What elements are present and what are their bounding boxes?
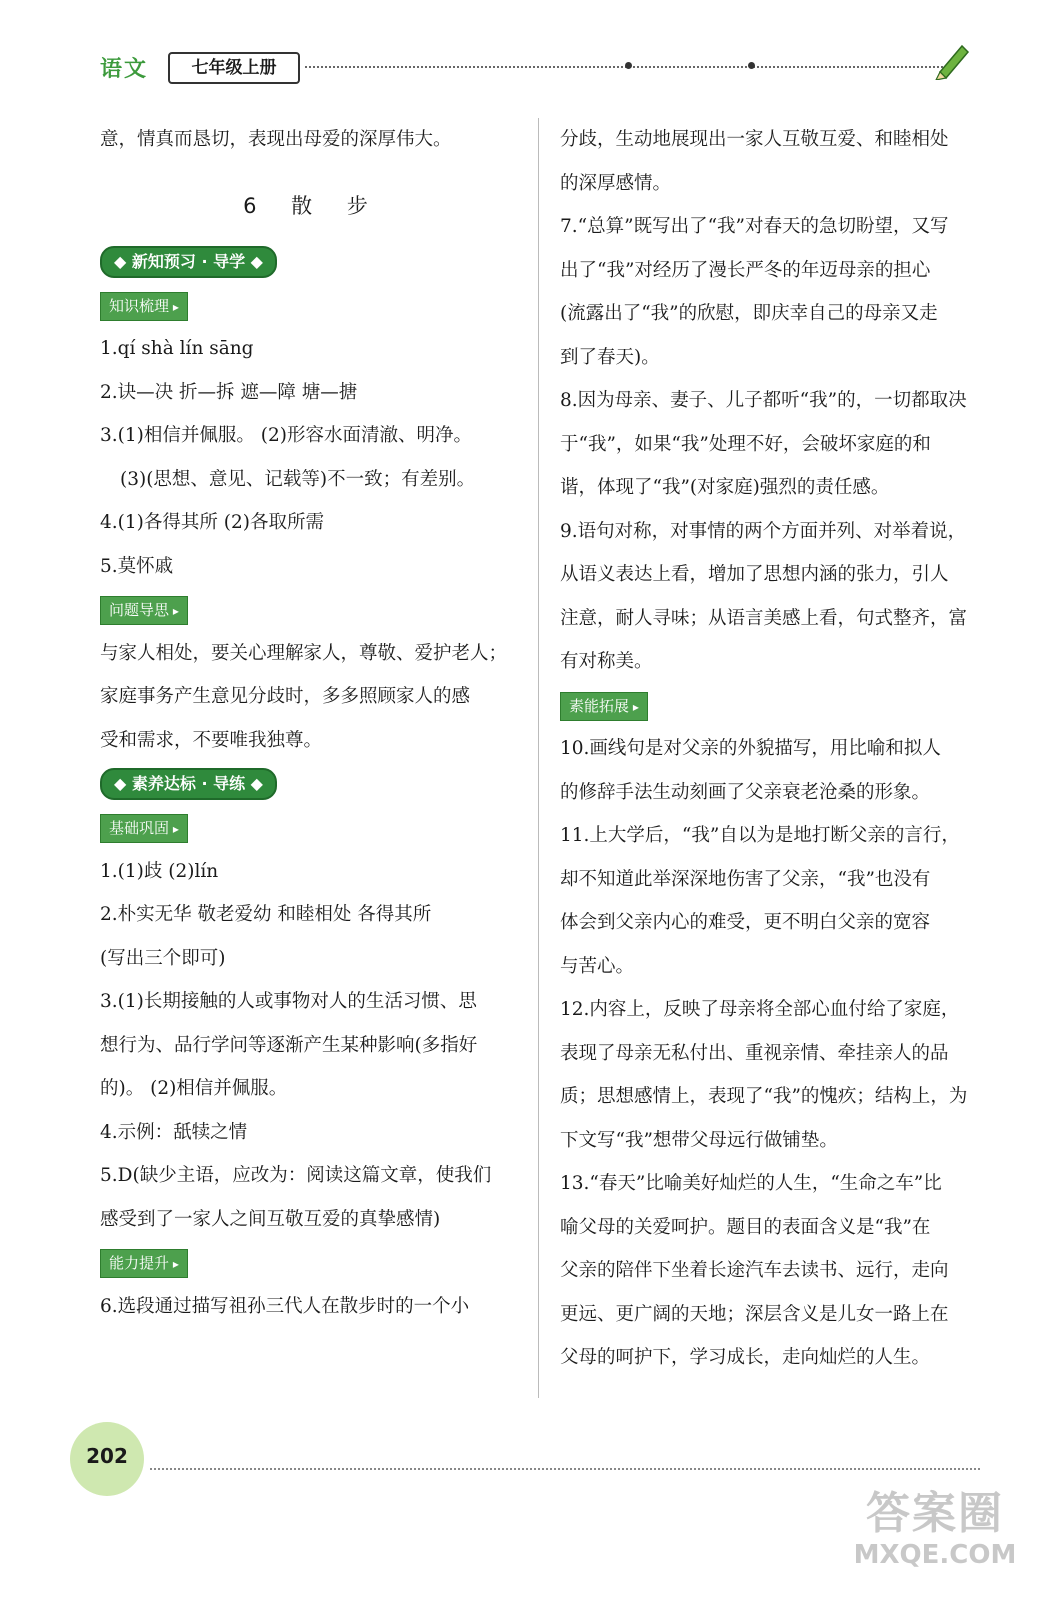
answer-line: (3)(思想、意见、记载等)不一致；有差别。 — [120, 468, 476, 490]
answer-line: 的深厚感情。 — [560, 172, 672, 194]
answer-line: 想行为、品行学问等逐渐产生某种影响(多指好 — [100, 1034, 478, 1056]
left-column — [100, 118, 525, 1328]
answer-line: 出了“我”对经历了漫长严冬的年迈母亲的担心 — [560, 259, 931, 281]
answer-line: 受和需求，不要唯我独尊。 — [100, 729, 323, 751]
answer-line: 5.D(缺少主语，应改为：阅读这篇文章，使我们 — [100, 1165, 492, 1186]
column-divider — [538, 118, 539, 1398]
answer-line: 与苦心。 — [560, 955, 635, 977]
answer-line: 父母的呵护下，学习成长，走向灿烂的人生。 — [560, 1347, 931, 1368]
answer-line: 2.诀—决 折—拆 遮—障 塘—搪 — [100, 381, 358, 403]
answer-line: 到了春天)。 — [560, 346, 660, 368]
answer-line: 更远、更广阔的天地；深层含义是儿女一路上在 — [560, 1303, 949, 1325]
tag-knowledge: 知识梳理 ▸ — [100, 292, 188, 321]
page-number: 202 — [86, 1444, 128, 1468]
answer-line: 10.画线句是对父亲的外貌描写，用比喻和拟人 — [560, 738, 941, 759]
paragraph-line: 意，情真而恳切，表现出母爱的深厚伟大。 — [100, 129, 452, 150]
answer-line: 表现了母亲无私付出、重视亲情、牵挂亲人的品 — [560, 1042, 949, 1064]
answer-line: 质；思想感情上，表现了“我”的愧疚；结构上，为 — [560, 1086, 968, 1107]
answer-line: 3.(1)相信并佩服。 (2)形容水面清澈、明净。 — [100, 425, 472, 446]
watermark-title: 答案圈 — [866, 1488, 1004, 1539]
section-banner-preview: ◆ 新知预习 · 导学 ◆ — [100, 246, 277, 278]
answer-line: 4.(1)各得其所 (2)各取所需 — [100, 512, 324, 533]
answer-line: 喻父母的关爱呵护。题目的表面含义是“我”在 — [560, 1216, 931, 1238]
tag-expansion: 素能拓展 ▸ — [560, 692, 648, 721]
answer-line: 注意，耐人寻味；从语言美感上看，句式整齐，富 — [560, 607, 968, 629]
grade-label: 七年级上册 — [168, 52, 300, 84]
answer-line: (写出三个即可) — [100, 947, 226, 969]
tag-basics: 基础巩固 ▸ — [100, 814, 188, 843]
answer-line: (流露出了“我”的欣慰，即庆幸自己的母亲又走 — [560, 303, 938, 324]
answer-line: 的)。 (2)相信并佩服。 — [100, 1078, 288, 1099]
footer-rule — [150, 1468, 980, 1470]
answer-line: 分歧，生动地展现出一家人互敬互爱、和睦相处 — [560, 129, 949, 150]
answer-line: 父亲的陪伴下坐着长途汽车去读书、远行，走向 — [560, 1260, 949, 1281]
pencil-icon — [932, 40, 972, 80]
section-banner-practice: ◆ 素养达标 · 导练 ◆ — [100, 768, 277, 800]
answer-line: 谐，体现了“我”(对家庭)强烈的责任感。 — [560, 477, 890, 498]
answer-line: 7.“总算”既写出了“我”对春天的急切盼望，又写 — [560, 216, 949, 237]
tag-question-guide: 问题导思 ▸ — [100, 596, 188, 625]
answer-line: 从语义表达上看，增加了思想内涵的张力，引人 — [560, 564, 949, 585]
subject-label: 语文 — [100, 57, 149, 82]
watermark-url: MXQE.COM — [853, 1540, 1017, 1570]
page-header — [100, 50, 980, 90]
answer-line: 11.上大学后，“我”自以为是地打断父亲的言行， — [560, 825, 960, 846]
answer-line: 9.语句对称，对事情的两个方面并列、对举着说， — [560, 520, 967, 542]
answer-line: 1.qí shà lín sāng — [100, 338, 254, 359]
answer-line: 6.选段通过描写祖孙三代人在散步时的一个小 — [100, 1295, 470, 1317]
answer-line: 1.(1)歧 (2)lín — [100, 860, 219, 882]
tag-ability: 能力提升 ▸ — [100, 1249, 188, 1278]
answer-line: 3.(1)长期接触的人或事物对人的生活习惯、思 — [100, 991, 477, 1012]
answer-line: 与家人相处，要关心理解家人，尊敬、爱护老人； — [100, 642, 508, 664]
answer-line: 于“我”，如果“我”处理不好，会破坏家庭的和 — [560, 433, 931, 455]
answer-line: 的修辞手法生动刻画了父亲衰老沧桑的形象。 — [560, 781, 931, 803]
header-dot — [748, 62, 755, 69]
answer-line: 有对称美。 — [560, 651, 653, 672]
answer-line: 12.内容上，反映了母亲将全部心血付给了家庭， — [560, 999, 960, 1020]
answer-line: 13.“春天”比喻美好灿烂的人生，“生命之车”比 — [560, 1173, 942, 1194]
right-column — [560, 118, 990, 1380]
answer-line: 体会到父亲内心的难受，更不明白父亲的宽容 — [560, 912, 931, 933]
header-dot — [625, 62, 632, 69]
answer-line: 感受到了一家人之间互敬互爱的真挚感情) — [100, 1208, 441, 1230]
answer-line: 下文写“我”想带父母远行做铺垫。 — [560, 1129, 838, 1151]
answer-line: 5.莫怀戚 — [100, 555, 174, 577]
watermark — [840, 1488, 1030, 1570]
answer-line: 2.朴实无华 敬老爱幼 和睦相处 各得其所 — [100, 904, 432, 925]
answer-line: 8.因为母亲、妻子、儿子都听“我”的，一切都取决 — [560, 390, 967, 411]
answer-line: 家庭事务产生意见分歧时，多多照顾家人的感 — [100, 686, 471, 707]
lesson-title: 6 散 步 — [243, 193, 382, 218]
answer-line: 4.示例：舐犊之情 — [100, 1121, 248, 1143]
answer-line: 却不知道此举深深地伤害了父亲，“我”也没有 — [560, 868, 931, 890]
page-number-badge — [70, 1422, 144, 1496]
